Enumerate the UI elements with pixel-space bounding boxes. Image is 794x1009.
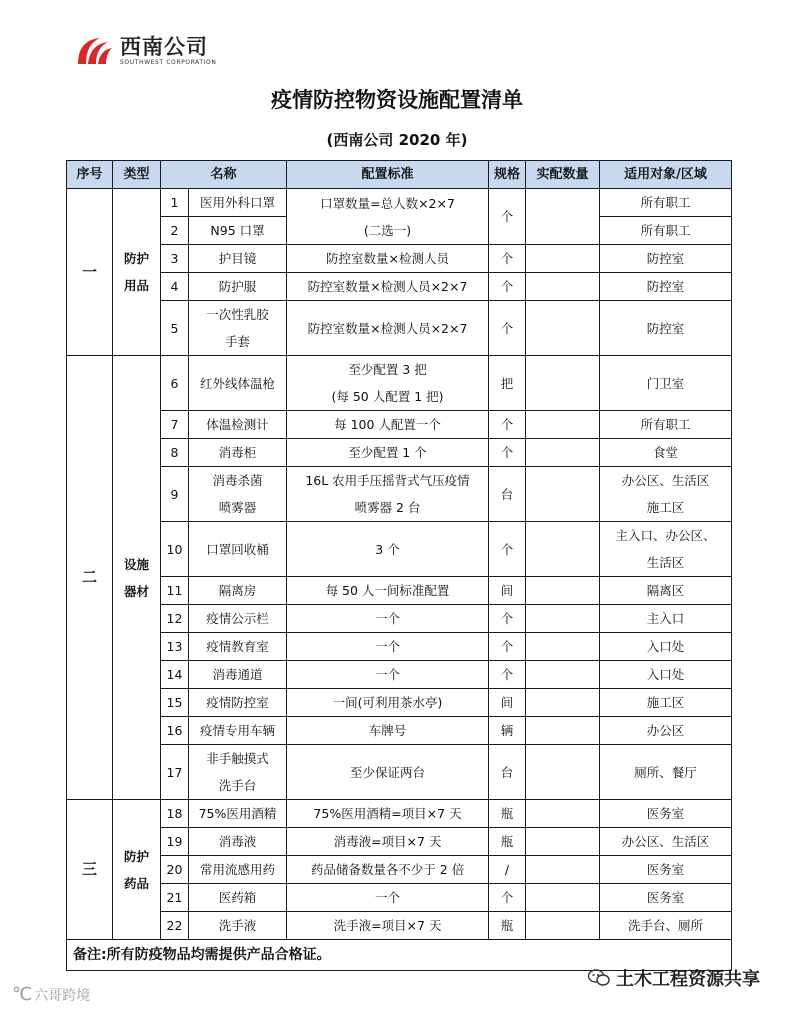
cell-line: 洗手台、厕所 <box>628 918 704 933</box>
header-area: 适用对象/区域 <box>600 161 732 189</box>
cell-line: 防护 <box>123 848 149 864</box>
cell-line: 消毒通道 <box>212 667 263 682</box>
cell-line: N95 口罩 <box>210 223 265 238</box>
item-standard <box>287 467 489 522</box>
item-qty <box>526 745 600 800</box>
header-spec: 规格 <box>489 161 526 189</box>
item-number: 15 <box>161 689 189 717</box>
item-number: 12 <box>161 605 189 633</box>
item-spec: 台 <box>489 745 526 800</box>
item-standard <box>287 189 489 245</box>
item-name <box>189 633 287 661</box>
item-qty <box>526 633 600 661</box>
item-area <box>600 745 732 800</box>
cell-line: 所有职工 <box>640 417 691 432</box>
cell-line: 疫情专用车辆 <box>200 723 276 738</box>
cell-line: 护目镜 <box>218 251 257 266</box>
item-number: 21 <box>161 884 189 912</box>
table-header-row <box>67 161 732 189</box>
cell-line: 器材 <box>123 583 149 599</box>
item-standard <box>287 301 489 356</box>
cell-line: 所有职工 <box>640 223 691 238</box>
item-name <box>189 356 287 411</box>
cell-line: 医用外科口罩 <box>200 195 276 210</box>
item-number: 5 <box>161 301 189 356</box>
cell-line: 一次性乳胶 <box>206 307 269 322</box>
item-number: 18 <box>161 800 189 828</box>
item-number: 22 <box>161 912 189 940</box>
item-area <box>600 577 732 605</box>
cell-line: 所有职工 <box>640 195 691 210</box>
cell-line: 消毒杀菌 <box>212 473 263 488</box>
group-type <box>113 356 161 800</box>
logo-name-cn: 西南公司 <box>120 35 208 59</box>
cell-line: 疫情公示栏 <box>206 611 269 626</box>
item-qty <box>526 912 600 940</box>
cell-line: 75%医用酒精=项目×7 天 <box>313 806 462 821</box>
cell-line: 防控室 <box>646 251 685 266</box>
group-seq: 一 <box>67 189 113 356</box>
logo-name-en: SOUTHWEST CORPORATION <box>120 59 217 66</box>
table-row <box>67 884 732 912</box>
cell-line: 口罩数量=总人数×2×7 <box>320 195 455 211</box>
table-row <box>67 717 732 745</box>
item-qty <box>526 522 600 577</box>
table-row <box>67 856 732 884</box>
cell-line: 防控室数量×检测人员×2×7 <box>307 279 468 294</box>
item-spec: 个 <box>489 411 526 439</box>
item-number: 11 <box>161 577 189 605</box>
item-area <box>600 800 732 828</box>
cell-line: 隔离区 <box>646 583 685 598</box>
table-row <box>67 522 732 577</box>
cell-line: 喷雾器 <box>218 500 257 515</box>
header-type: 类型 <box>113 161 161 189</box>
cell-line: 主入口 <box>646 611 685 626</box>
item-qty <box>526 467 600 522</box>
watermark-left <box>12 984 90 1005</box>
cell-line: 16L 农用手压摇背式气压疫情 <box>305 473 470 488</box>
item-standard <box>287 522 489 577</box>
item-name <box>189 301 287 356</box>
item-area <box>600 439 732 467</box>
cell-line: 施工区 <box>646 695 685 710</box>
group-type <box>113 189 161 356</box>
cell-line: 常用流感用药 <box>200 862 276 877</box>
cell-line: (每 50 人配置 1 把) <box>331 389 444 404</box>
item-qty <box>526 301 600 356</box>
item-spec: 个 <box>489 633 526 661</box>
item-area <box>600 217 732 245</box>
item-number: 17 <box>161 745 189 800</box>
cell-line: 疫情防控室 <box>206 695 269 710</box>
cell-line: 洗手台 <box>218 778 257 793</box>
item-qty <box>526 439 600 467</box>
item-name <box>189 912 287 940</box>
cell-line: 手套 <box>225 334 251 349</box>
item-spec: 辆 <box>489 717 526 745</box>
item-number: 3 <box>161 245 189 273</box>
item-area <box>600 411 732 439</box>
watermark-left-text: 六哥跨境 <box>34 987 91 1004</box>
cell-line: 防控室 <box>646 279 685 294</box>
header-standard: 配置标准 <box>287 161 489 189</box>
item-standard <box>287 745 489 800</box>
item-qty <box>526 856 600 884</box>
item-name <box>189 884 287 912</box>
cell-line: 洗手液=项目×7 天 <box>333 918 442 933</box>
cell-line: 医务室 <box>646 806 685 821</box>
watermark-right <box>588 965 760 991</box>
cell-line: 防控室 <box>646 320 685 336</box>
item-standard <box>287 356 489 411</box>
item-name <box>189 661 287 689</box>
table-row <box>67 745 732 800</box>
item-number: 7 <box>161 411 189 439</box>
watermark-right-text: 土木工程资源共享 <box>616 969 760 990</box>
item-name <box>189 689 287 717</box>
item-number: 13 <box>161 633 189 661</box>
cell-line: 每 50 人一间标准配置 <box>325 583 450 598</box>
item-name <box>189 411 287 439</box>
item-area <box>600 467 732 522</box>
item-name <box>189 245 287 273</box>
item-number: 10 <box>161 522 189 577</box>
cell-line: 疫情教育室 <box>206 639 269 654</box>
item-area <box>600 828 732 856</box>
document-subtitle: (西南公司 2020 年) <box>326 131 468 149</box>
item-spec: 个 <box>489 439 526 467</box>
item-spec: 个 <box>489 884 526 912</box>
item-standard <box>287 661 489 689</box>
wechat-icon <box>588 969 610 987</box>
table-row <box>67 245 732 273</box>
item-name <box>189 189 287 217</box>
item-standard <box>287 605 489 633</box>
cell-line: 医务室 <box>646 862 685 877</box>
item-area <box>600 689 732 717</box>
item-spec: 间 <box>489 689 526 717</box>
cell-line: 药品储备数量各不少于 2 倍 <box>310 862 465 877</box>
cell-line: 体温检测计 <box>206 417 269 432</box>
item-number: 9 <box>161 467 189 522</box>
header-seq: 序号 <box>67 161 113 189</box>
item-name <box>189 745 287 800</box>
item-spec: 个 <box>489 301 526 356</box>
cell-line: 入口处 <box>646 667 685 682</box>
item-number: 2 <box>161 217 189 245</box>
document-title: 疫情防控物资设施配置清单 <box>271 88 523 112</box>
cell-line: 一个 <box>375 639 401 654</box>
table-row <box>67 467 732 522</box>
cell-line: 防控室数量×检测人员 <box>326 251 449 266</box>
item-spec: / <box>489 856 526 884</box>
cell-line: (二选一) <box>363 222 412 238</box>
cell-line: 消毒液 <box>218 834 257 849</box>
table-row <box>67 661 732 689</box>
cell-line: 一个 <box>375 667 401 682</box>
item-standard <box>287 577 489 605</box>
cell-line: 厕所、餐厅 <box>634 764 697 780</box>
item-spec: 个 <box>489 605 526 633</box>
item-standard <box>287 856 489 884</box>
item-number: 6 <box>161 356 189 411</box>
cell-line: 隔离房 <box>218 583 257 598</box>
note-text: 备注:所有防疫物品均需提供产品合格证。 <box>67 940 732 971</box>
cell-line: 门卫室 <box>646 375 685 391</box>
item-number: 8 <box>161 439 189 467</box>
header-name: 名称 <box>161 161 287 189</box>
item-qty <box>526 189 600 245</box>
item-area <box>600 717 732 745</box>
item-spec: 瓶 <box>489 828 526 856</box>
item-area <box>600 301 732 356</box>
cell-line: 喷雾器 2 台 <box>354 500 421 515</box>
table-row <box>67 800 732 828</box>
company-logo <box>74 34 216 68</box>
item-spec: 台 <box>489 467 526 522</box>
item-area <box>600 661 732 689</box>
item-standard <box>287 828 489 856</box>
cell-line: 施工区 <box>646 500 685 515</box>
cell-line: 非手触摸式 <box>206 751 269 766</box>
table-row <box>67 828 732 856</box>
item-qty <box>526 661 600 689</box>
item-area <box>600 856 732 884</box>
cell-line: 一间(可利用茶水亭) <box>332 695 443 710</box>
item-standard <box>287 411 489 439</box>
item-area <box>600 912 732 940</box>
cell-line: 红外线体温枪 <box>200 375 276 391</box>
item-name <box>189 800 287 828</box>
item-number: 14 <box>161 661 189 689</box>
item-spec: 瓶 <box>489 800 526 828</box>
item-area <box>600 605 732 633</box>
group-seq: 二 <box>67 356 113 800</box>
item-spec: 间 <box>489 577 526 605</box>
item-name <box>189 439 287 467</box>
item-spec: 个 <box>489 522 526 577</box>
item-qty <box>526 273 600 301</box>
item-name <box>189 605 287 633</box>
item-qty <box>526 884 600 912</box>
item-spec: 把 <box>489 356 526 411</box>
cell-line: 75%医用酒精 <box>198 806 277 821</box>
cell-line: 消毒液=项目×7 天 <box>333 834 442 849</box>
table-row <box>67 273 732 301</box>
cell-line: 消毒柜 <box>218 445 257 460</box>
cell-line: 防护服 <box>218 279 257 294</box>
item-qty <box>526 800 600 828</box>
item-area <box>600 273 732 301</box>
cell-line: 一个 <box>375 890 401 905</box>
table-row <box>67 689 732 717</box>
cell-line: 办公区、生活区 <box>621 834 710 849</box>
company-logo-mark <box>74 34 114 68</box>
item-name <box>189 467 287 522</box>
item-standard <box>287 912 489 940</box>
item-number: 16 <box>161 717 189 745</box>
item-standard <box>287 884 489 912</box>
item-area <box>600 522 732 577</box>
cell-line: 医药箱 <box>218 890 257 905</box>
table-row <box>67 577 732 605</box>
item-qty <box>526 245 600 273</box>
group-seq: 三 <box>67 800 113 940</box>
cell-line: 食堂 <box>653 445 679 460</box>
item-qty <box>526 356 600 411</box>
table-row <box>67 189 732 217</box>
cell-line: 至少配置 1 个 <box>348 445 427 460</box>
item-standard <box>287 800 489 828</box>
item-number: 19 <box>161 828 189 856</box>
header-qty: 实配数量 <box>526 161 600 189</box>
cell-line: 洗手液 <box>218 918 257 933</box>
table-row <box>67 411 732 439</box>
table-row <box>67 605 732 633</box>
item-area <box>600 356 732 411</box>
item-number: 4 <box>161 273 189 301</box>
cell-line: 口罩回收桶 <box>206 541 269 557</box>
cell-line: 入口处 <box>646 639 685 654</box>
cell-line: 生活区 <box>646 555 685 570</box>
cell-line: 3 个 <box>375 541 400 557</box>
item-standard <box>287 245 489 273</box>
table-row <box>67 633 732 661</box>
item-spec: 个 <box>489 273 526 301</box>
item-standard <box>287 273 489 301</box>
item-area <box>600 245 732 273</box>
item-qty <box>526 605 600 633</box>
item-spec: 瓶 <box>489 912 526 940</box>
item-standard <box>287 633 489 661</box>
table-row <box>67 301 732 356</box>
group-type <box>113 800 161 940</box>
cell-line: 防护 <box>123 251 149 266</box>
item-spec: 个 <box>489 661 526 689</box>
item-area <box>600 884 732 912</box>
cell-line: 办公区、生活区 <box>621 473 710 488</box>
cell-line: 车牌号 <box>368 723 407 738</box>
item-name <box>189 577 287 605</box>
item-qty <box>526 717 600 745</box>
cell-line: 一个 <box>375 611 401 626</box>
item-standard <box>287 439 489 467</box>
supply-table <box>66 160 732 971</box>
item-area <box>600 633 732 661</box>
table-row <box>67 439 732 467</box>
item-name <box>189 828 287 856</box>
item-number: 1 <box>161 189 189 217</box>
watermark-logo-icon: ℃ <box>12 984 33 1005</box>
item-spec: 个 <box>489 245 526 273</box>
item-name <box>189 856 287 884</box>
item-name <box>189 717 287 745</box>
item-spec: 个 <box>489 189 526 245</box>
item-standard <box>287 717 489 745</box>
item-number: 20 <box>161 856 189 884</box>
cell-line: 办公区 <box>646 723 685 738</box>
item-name <box>189 522 287 577</box>
item-qty <box>526 689 600 717</box>
cell-line: 主入口、办公区、 <box>615 528 716 543</box>
cell-line: 用品 <box>123 278 149 293</box>
item-name <box>189 217 287 245</box>
cell-line: 医务室 <box>646 890 685 905</box>
table-row <box>67 356 732 411</box>
cell-line: 至少配置 3 把 <box>348 362 427 377</box>
item-qty <box>526 411 600 439</box>
item-qty <box>526 828 600 856</box>
item-standard <box>287 689 489 717</box>
cell-line: 防控室数量×检测人员×2×7 <box>307 320 468 336</box>
item-area <box>600 189 732 217</box>
cell-line: 至少保证两台 <box>350 764 426 780</box>
cell-line: 设施 <box>123 556 149 572</box>
table-row <box>67 912 732 940</box>
item-name <box>189 273 287 301</box>
item-qty <box>526 577 600 605</box>
cell-line: 每 100 人配置一个 <box>334 417 441 432</box>
cell-line: 药品 <box>123 875 149 891</box>
